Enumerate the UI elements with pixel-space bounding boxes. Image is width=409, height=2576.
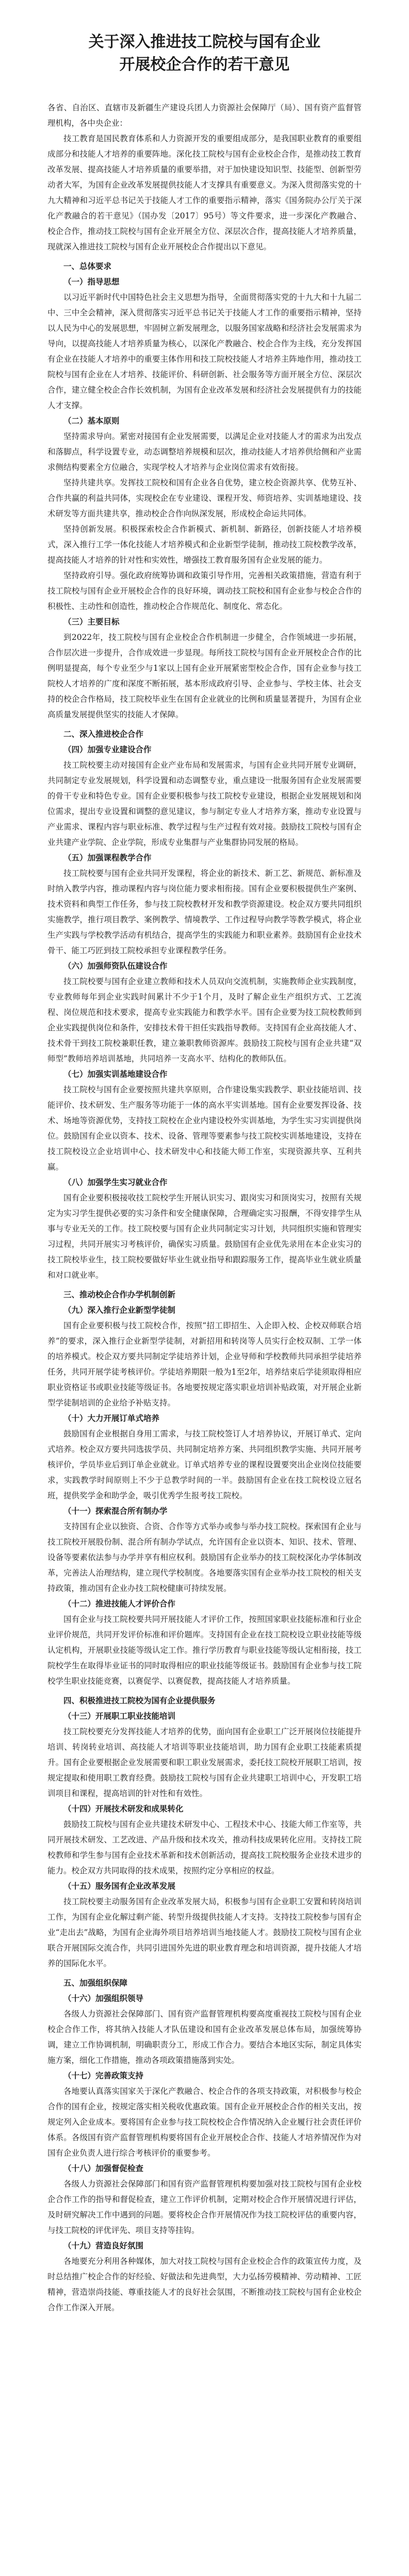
body-paragraph: 各级人力资源社会保障部门、国有资产监督管理机构要高度重视技工院校与国有企业校企合作工作，将其纳入技能人才队伍建设和国有企业改革发展总体布局，加强统筹协调，建立工作协调机制，明确职责分工，形成工作合力。要结合本地区实际，制定具体实施方案，细化工作措施，推动各项政策措施落到实处。 — [47, 2009, 362, 2065]
body-paragraph: 国有企业要积极接收技工院校学生开展认识实习、跟岗实习和顶岗实习，按照有关规定为实习学生提供必要的实习条件和安全健康保障，合理确定实习报酬，不得安排学生从事与专业无关的工作。技工院校要与国有企业共同制定实习计划，共同组织实施和管理实习过程，共同开展实习考核评价，确保实习质量。鼓励国有企业优先录用在本企业实习的技工院校毕业生，技工院校要做好毕业生就业指导和跟踪服务工作，提高毕业生就业质量和对口就业率。 — [47, 1193, 362, 1280]
body-paragraph: 技工院校与国有企业要按照共建共享原则，合作建设集实践教学、职业技能培训、技能评价、技术研发、生产服务等功能于一体的高水平实训基地。国有企业要发挥设备、技术、场地等资源优势，支持技工院校在企业内建设校外实训基地，为学生实习实训提供岗位。鼓励国有企业以资本、技术、设备、管理等要素参与技工院校实训基地建设，支持在技工院校设立企业培训中心、技术研发中心和技能大师工作室，实现资源共享、互利共赢。 — [47, 1085, 362, 1172]
subsection-heading: （五）加强课程教学合作 — [63, 853, 152, 862]
subsection-heading: （十五）服务国有企业改革发展 — [63, 1881, 176, 1891]
body-paragraph: 技工院校要充分发挥技能人才培养的优势，面向国有企业职工广泛开展岗位技能提升培训、转岗转业培训、高技能人才培训等职业技能培训，助力国有企业职工技能素质提升。国有企业要根据企业发展需要和职工职业发展需求，委托技工院校开展职工培训，按规定提取和使用职工教育经费。鼓励技工院校与国有企业共建职工培训中心，开发职工培训项目和课程，提高培训的针对性和有效性。 — [47, 1727, 362, 1798]
body-paragraph: 技工院校要主动对接国有企业产业布局和发展需求，与国有企业共同开展专业调研，共同制定专业发展规划，科学设置和动态调整专业，重点建设一批服务国有企业发展需要的骨干专业和特色专业。国有企业要积极参与技工院校专业建设，根据企业发展规划和岗位需求，提出专业设置和调整的意见建议，参与制定专业人才培养方案，推动专业设置与产业需求、课程内容与职业标准、教学过程与生产过程有效对接。鼓励技工院校与国有企业共建产业学院、企业学院，形成专业集群与产业集群协同发展的格局。 — [47, 760, 362, 847]
body-paragraph: 鼓励技工院校与国有企业共建技术研发中心、工程技术中心、技能大师工作室等，共同开展技术研发、工艺改进、产品升级和技术攻关，推动科技成果转化应用。支持技工院校教师和学生参与国有企业技术革新和技术创新活动，提高技工院校服务企业技术进步的能力。校企双方共同取得的技术成果，按照约定分享相应的权益。 — [47, 1820, 362, 1875]
subsection-heading: （四）加强专业建设合作 — [63, 744, 152, 754]
body-paragraph: 技工院校要与国有企业建立教师和技术人员双向交流机制，实施教师企业实践制度，专业教师每年到企业实践时间累计不少于1个月，及时了解企业生产组织方式、工艺流程、岗位规范和技术要求，提高专业实践能力和教学水平。国有企业要为技工院校教师到企业实践提供岗位和条件，安排技术骨干担任实践指导教师。支持国有企业高技能人才、技术骨干到技工院校兼职任教，建立兼职教师资源库。鼓励技工院校与国有企业共建“双师型”教师培养培训基地，共同培养一支高水平、结构化的教师队伍。 — [47, 977, 362, 1063]
body-paragraph: 以习近平新时代中国特色社会主义思想为指导，全面贯彻落实党的十九大和十九届二中、三中全会精神，深入贯彻落实习近平总书记关于技能人才工作的重要指示精神，坚持以人民为中心的发展思想，牢固树立新发展理念，以服务国家战略和经济社会发展需求为导向，以提高技能人才培养质量为核心，以深化产教融合、校企合作为主线，充分发挥国有企业在技能人才培养中的重要主体作用和技工院校技能人才培养主阵地作用，推动技工院校与国有企业在人才培养、技能评价、科研创新、社会服务等方面开展全方位、深层次合作，建立健全校企合作长效机制，为国有企业改革发展和经济社会发展提供有力的技能人才支撑。 — [47, 293, 362, 410]
body-paragraph: 技工院校要与国有企业共同开发课程，将企业的新技术、新工艺、新规范、新标准及时纳入教学内容，推动课程内容与岗位能力要求相衔接。国有企业要积极提供生产案例、技术资料和典型工作任务，参与技工院校教材开发和教学资源建设。校企双方要共同组织实施教学，推行项目教学、案例教学、情境教学、工作过程导向教学等教学模式，将企业生产实践与学校教学活动有机结合，提高学生的实践能力和职业素养。鼓励国有企业技术骨干、能工巧匠到技工院校承担专业课程教学任务。 — [47, 869, 362, 955]
body-paragraph: 技工教育是国民教育体系和人力资源开发的重要组成部分，是我国职业教育的重要组成部分和技能人才培养的重要阵地。深化技工院校与国有企业校企合作，是推动技工教育改革发展、提高技能人才培养质量的重要举措，对于加快建设知识型、技能型、创新型劳动者大军，为国有企业改革发展提供技能人才支撑具有重要意义。为深入贯彻落实党的十九大精神和习近平总书记关于技能人才工作的重要指示精神，落实《国务院办公厅关于深化产教融合的若干意见》（国办发〔2017〕95号）等文件要求，进一步深化产教融合、校企合作，推动技工院校与国有企业开展全方位、深层次合作，提高技能人才培养质量，现就深入推进技工院校与国有企业开展校企合作提出以下意见。 — [47, 134, 362, 251]
body-paragraph: 支持国有企业以独资、合资、合作等方式举办或参与举办技工院校。探索国有企业与技工院校开展股份制、混合所有制办学试点，允许国有企业以资本、知识、技术、管理、设备等要素依法参与办学并享有相应权利。鼓励国有企业举办的技工院校深化办学体制改革，完善法人治理结构，建立现代学校制度。各地要落实国有企业举办技工院校的相关支持政策，推动国有企业办技工院校健康可持续发展。 — [47, 1522, 362, 1593]
body-paragraph: 国有企业要积极与技工院校合作，按照“招工即招生、入企即入校、企校双师联合培养”的要求，深入推行企业新型学徒制，对新招用和转岗等人员实行企校双制、工学一体的培养模式。校企双方要共同制定学徒培养计划，企业导师和学校教师共同承担学徒培养任务，共同开展学徒考核评价。学徒培养期限一般为1至2年，培养结束后学徒须取得相应职业资格证书或职业技能等级证书。各地要按规定落实职业培训补贴政策，对开展企业新型学徒制培训的企业给予补贴支持。 — [47, 1321, 362, 1408]
subsection-heading: （十七）完善政策支持 — [63, 2071, 144, 2080]
body-paragraph: 各地要充分利用各种媒体，加大对技工院校与国有企业校企合作的政策宣传力度，及时总结推广校企合作的好经验、好做法和先进典型，大力弘扬劳模精神、劳动精神、工匠精神，营造崇尚技能、尊重技能人才的良好社会氛围，不断推动技工院校与国有企业校企合作工作深入开展。 — [47, 2257, 362, 2312]
subsection-heading: （九）深入推行企业新型学徒制 — [63, 1305, 176, 1315]
body-paragraph: 国有企业与技工院校要共同开展技能人才评价工作，按照国家职业技能标准和行业企业评价规范，共同开发评价标准和评价题库。支持国有企业在技工院校设立职业技能等级认定机构，开展职业技能等级认定工作。推行学历教育与职业技能等级认定相衔接，技工院校学生在取得毕业证书的同时取得相应的职业技能等级证书。鼓励国有企业参与技工院校学生职业技能竞赛，以赛促学、以赛促教，提高技能人才培养质量。 — [47, 1615, 362, 1686]
body-paragraph: 坚持共建共享。发挥技工院校和国有企业各自优势，建立校企资源共享、优势互补、合作共赢的利益共同体，实现校企在专业建设、课程开发、师资培养、实训基地建设、技术研发等方面共建共享，推动校企合作向纵深发展，形成校企命运共同体。 — [47, 478, 362, 518]
document-title-line2: 开展校企合作的若干意见 — [119, 56, 290, 74]
subsection-heading: （十九）营造良好氛围 — [63, 2241, 144, 2250]
body-paragraph: 鼓励国有企业根据自身用工需求，与技工院校签订人才培养协议，开展订单式、定向式培养。校企双方要共同选拔学员、共同制定培养方案、共同组织教学实施、共同开展考核评价，学员毕业后到订单企业就业。订单式培养专业的课程设置要突出企业岗位技能要求，实践教学时间原则上不少于总教学时间的一半。鼓励国有企业在技工院校设立冠名班，提供奖学金和助学金，吸引优秀学生报考技工院校。 — [47, 1429, 362, 1500]
subsection-heading: （二）基本原则 — [63, 416, 120, 426]
section-heading: 五、加强组织保障 — [63, 1978, 128, 1988]
document-body — [47, 100, 362, 2315]
subsection-heading: （十三）开展职工职业技能培训 — [63, 1711, 176, 1721]
section-heading: 四、积极推进技工院校为国有企业提供服务 — [63, 1696, 216, 1705]
subsection-heading: （十八）加强督促检查 — [63, 2163, 144, 2173]
subsection-heading: （六）加强师资队伍建设合作 — [63, 961, 168, 971]
body-paragraph: 坚持创新发展。积极探索校企合作新模式、新机制、新路径，创新技能人才培养模式，深入推行工学一体化技能人才培养模式和企业新型学徒制，推动技工院校教学改革，提高技能人才培养的针对性和实效性，增强技工教育服务国有企业发展的能力。 — [47, 524, 362, 565]
subsection-heading: （十四）开展技术研发和成果转化 — [63, 1804, 184, 1814]
body-paragraph: 各地要认真落实国家关于深化产教融合、校企合作的各项支持政策，对积极参与校企合作的国有企业，按规定落实相关税收优惠政策。国有企业开展校企合作的相关支出，按规定列入企业成本。要将国有企业参与技工院校校企合作情况纳入企业履行社会责任评价体系。各级国有资产监督管理机构要将国有企业开展校企合作、技能人才培养情况作为对国有企业负责人进行综合考核评价的重要参考。 — [47, 2087, 362, 2158]
document-title-line1: 关于深入推进技工院校与国有企业 — [88, 33, 321, 51]
section-heading: 一、总体要求 — [63, 262, 112, 271]
subsection-heading: （十二）推进技能人才评价合作 — [63, 1599, 176, 1608]
subsection-heading: （十）大力开展订单式培养 — [63, 1413, 160, 1423]
body-paragraph: 到2022年，技工院校与国有企业校企合作机制进一步健全，合作领域进一步拓展，合作层次进一步提升，合作成效进一步显现。每所技工院校与国有企业开展校企合作的比例明显提高，每个专业至少与1家以上国有企业开展紧密型校企合作，国有企业参与技工院校人才培养的广度和深度不断拓展，基本形成政府引导、企业参与、学校主体、社会支持的校企合作格局，技工院校毕业生在国有企业就业的比例和质量显著提升，为国有企业高质量发展提供坚实的技能人才保障。 — [47, 633, 362, 719]
salutation: 各省、自治区、直辖市及新疆生产建设兵团人力资源社会保障厅（局）、国有资产监督管理机构，各中央企业： — [47, 103, 362, 128]
subsection-heading: （十六）加强组织领导 — [63, 1993, 144, 2003]
subsection-heading: （八）加强学生实习就业合作 — [63, 1177, 168, 1187]
body-paragraph: 坚持需求导向。紧密对接国有企业发展需要，以满足企业对技能人才的需求为出发点和落脚点，科学设置专业，动态调整培养规模和层次，推动技能人才培养供给侧和产业需求侧结构要素全方位融合，实现学校人才培养与企业岗位需求有效衔接。 — [47, 432, 362, 472]
section-heading: 二、深入推进校企合作 — [63, 730, 144, 739]
body-paragraph: 各级人力资源社会保障部门和国有资产监督管理机构要加强对技工院校与国有企业校企合作工作的指导和督促检查，建立工作评价机制，定期对校企合作开展情况进行评估，及时研究解决工作中遇到的问题。要将校企合作开展情况作为技工院校评估的重要内容，与技工院校的评优评先、项目支持等挂钩。 — [47, 2179, 362, 2235]
subsection-heading: （七）加强实训基地建设合作 — [63, 1069, 168, 1079]
section-heading: 三、推动校企合作办学机制创新 — [63, 1290, 176, 1299]
subsection-heading: （一）指导思想 — [63, 277, 120, 286]
body-paragraph: 坚持政府引导。强化政府统筹协调和政策引导作用，完善相关政策措施，营造有利于技工院校与国有企业开展校企合作的良好环境，调动技工院校和国有企业参与校企合作的积极性、主动性和创造性，推动校企合作规范化、制度化、常态化。 — [47, 571, 362, 611]
subsection-heading: （十一）探索混合所有制办学 — [63, 1506, 168, 1516]
subsection-heading: （三）主要目标 — [63, 617, 120, 626]
body-paragraph: 技工院校要主动服务国有企业改革发展大局，积极参与国有企业职工安置和转岗培训工作，为国有企业化解过剩产能、转型升级提供技能人才支持。支持技工院校参与国有企业“走出去”战略，为国有企业海外项目培养培训当地技能人才。鼓励技工院校与国有企业联合开展国际交流合作，共同引进国外先进的职业教育理念和培训资源，提升技能人才培养的国际化水平。 — [47, 1897, 362, 1968]
